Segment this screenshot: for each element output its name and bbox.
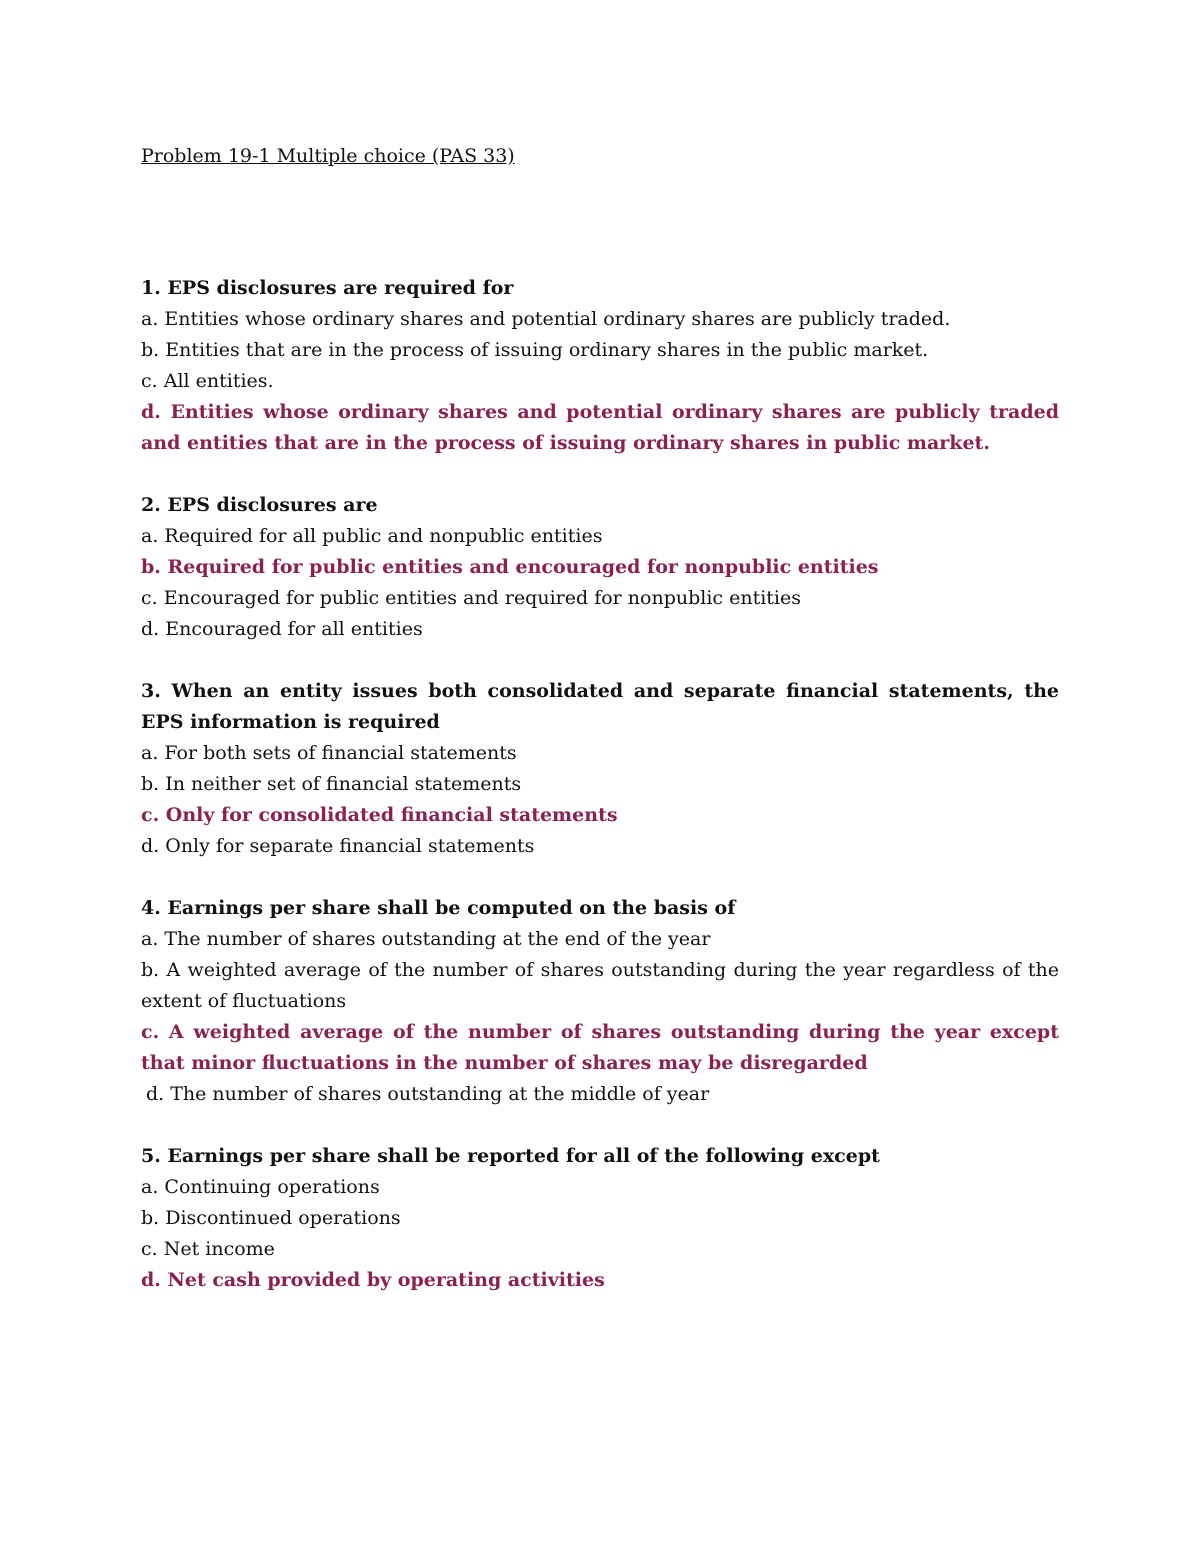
option-b: b. In neither set of financial statements xyxy=(141,773,522,795)
option-c: c. Net income xyxy=(141,1238,275,1260)
question-3 xyxy=(141,676,1059,862)
option-b-correct-answer: b. Required for public entities and encouraged for nonpublic entities xyxy=(141,556,879,578)
question-text: 4. Earnings per share shall be computed on the basis of xyxy=(141,897,736,919)
question-1 xyxy=(141,273,1059,459)
option-c-correct-answer: c. A weighted average of the number of shares outstanding during the year except that minor fluctuations in the number of shares may be disregarded xyxy=(141,1021,1059,1074)
question-text: 3. When an entity issues both consolidated and separate financial statements, the EPS information is required xyxy=(141,680,1059,733)
option-b: b. A weighted average of the number of shares outstanding during the year regardless of the extent of fluctuations xyxy=(141,959,1059,1012)
option-a: a. Continuing operations xyxy=(141,1176,380,1198)
option-d-correct-answer: d. Entities whose ordinary shares and potential ordinary shares are publicly traded and entities that are in the process of issuing ordinary shares in public market. xyxy=(141,401,1059,454)
option-c: c. All entities. xyxy=(141,370,274,392)
option-b: b. Discontinued operations xyxy=(141,1207,401,1229)
option-d: d. Encouraged for all entities xyxy=(141,618,423,640)
question-text: 2. EPS disclosures are xyxy=(141,494,378,516)
option-a: a. The number of shares outstanding at the end of the year xyxy=(141,928,711,950)
question-text: 5. Earnings per share shall be reported for all of the following except xyxy=(141,1145,880,1167)
option-d: d. Only for separate financial statements xyxy=(141,835,535,857)
question-4 xyxy=(141,893,1059,1110)
option-c-correct-answer: c. Only for consolidated financial statements xyxy=(141,804,618,826)
option-a: a. For both sets of financial statements xyxy=(141,742,517,764)
option-d: d. The number of shares outstanding at the middle of year xyxy=(146,1083,710,1105)
option-c: c. Encouraged for public entities and required for nonpublic entities xyxy=(141,587,801,609)
option-b: b. Entities that are in the process of issuing ordinary shares in the public market. xyxy=(141,339,929,361)
option-a: a. Entities whose ordinary shares and potential ordinary shares are publicly traded. xyxy=(141,308,951,330)
document-page xyxy=(141,138,1059,1327)
question-2 xyxy=(141,490,1059,645)
page-title: Problem 19-1 Multiple choice (PAS 33) xyxy=(141,145,515,167)
option-d-correct-answer: d. Net cash provided by operating activities xyxy=(141,1269,605,1291)
question-5 xyxy=(141,1141,1059,1296)
question-text: 1. EPS disclosures are required for xyxy=(141,277,514,299)
spacer xyxy=(141,174,1059,273)
option-a: a. Required for all public and nonpublic entities xyxy=(141,525,603,547)
